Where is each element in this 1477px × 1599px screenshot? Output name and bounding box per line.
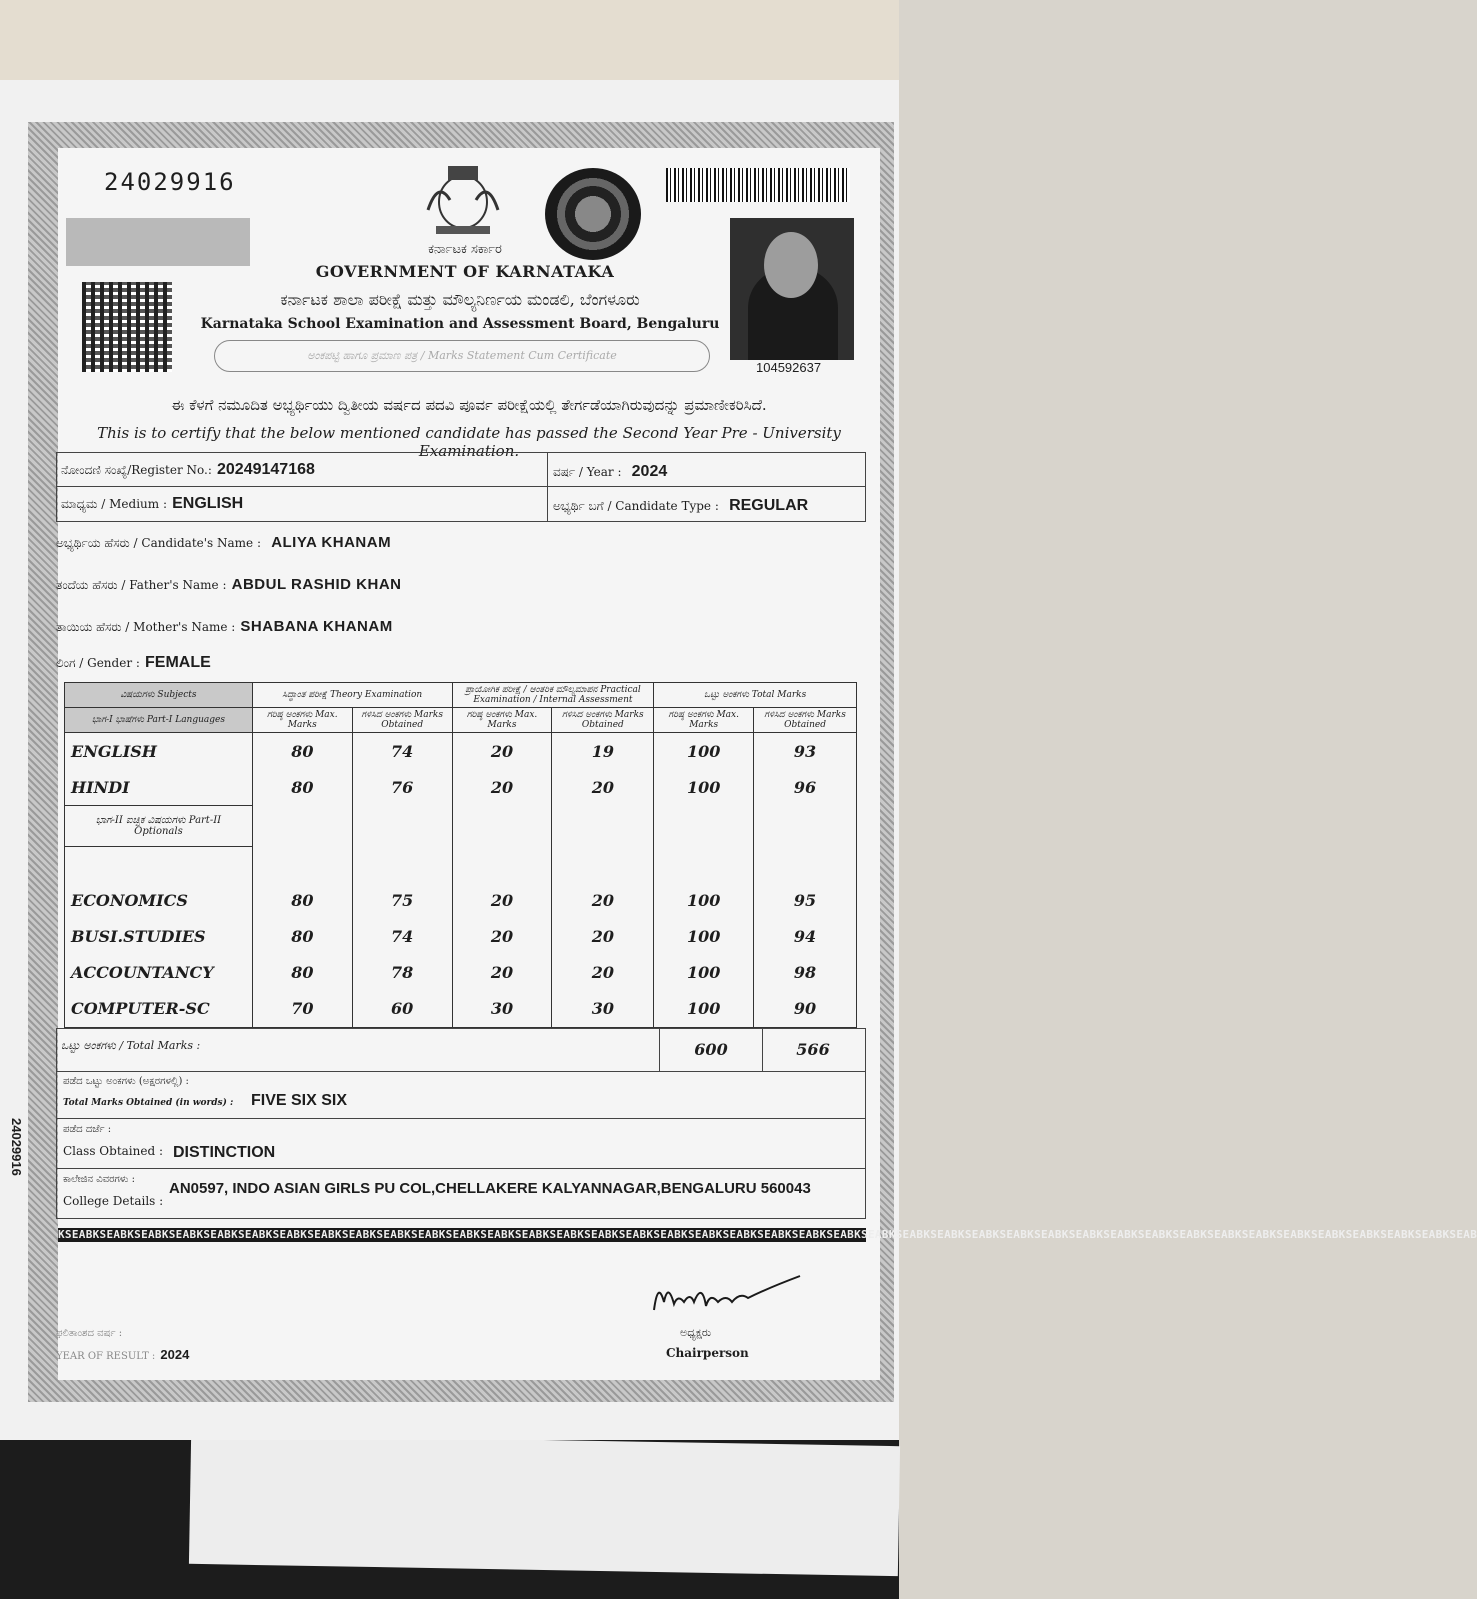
certificate-title: ಅಂಕಪಟ್ಟಿ ಹಾಗೂ ಪ್ರಮಾಣ ಪತ್ರ / Marks Statement Cum Certificate [214,340,710,372]
candidate-name-label: ಅಭ್ಯರ್ಥಿಯ ಹೆಸರು / Candidate's Name : [56,536,262,550]
qr-code-icon [82,282,172,372]
class-label: Class Obtained : [63,1144,164,1158]
total-marks-row [56,1028,866,1072]
registration-box [56,452,866,522]
total-obtained: 98 [754,955,857,991]
marks-table [64,682,857,1028]
table-row [65,991,857,1028]
practical-obtained: 20 [552,883,654,919]
serial-number: 24029916 [104,168,236,196]
medium-value: ENGLISH [172,495,244,512]
header-part2: ಭಾಗ-II ಐಚ್ಛಿಕ ವಿಷಯಗಳು Part-II Optionals [65,806,253,847]
subject-name: BUSI.STUDIES [65,919,253,955]
class-obtained-row [56,1118,866,1169]
total-max: 100 [654,919,754,955]
hologram-band [66,218,250,266]
table-row [65,769,857,806]
college-label: College Details : [63,1194,164,1208]
chairperson-signature [648,1272,808,1318]
table-row [65,919,857,955]
gender-label: ಲಿಂಗ / Gender : [56,656,140,670]
total-obtained: 96 [754,769,857,806]
table-row [65,733,857,770]
marks-in-words: FIVE SIX SIX [251,1092,348,1109]
subject-name: ACCOUNTANCY [65,955,253,991]
govt-kannada: ಕರ್ನಾಟಕ ಸರ್ಕಾರ [428,242,502,257]
certification-kannada: ಈ ಕೆಳಗೆ ನಮೂದಿತ ಅಭ್ಯರ್ಥಿಯು ದ್ವಿತೀಯ ವರ್ಷದ ಪದವಿ ಪೂರ್ವ ಪರೀಕ್ಷೆಯಲ್ಲಿ ತೇರ್ಗಡೆಯಾಗಿರುವುದನ್ನು ಪ್ರಮಾಣೀಕರಿಸಿದೆ. [171,396,767,414]
header-obtained: ಗಳಿಸಿದ ಅಂಕಗಳು Marks Obtained [552,708,654,733]
header-obtained: ಗಳಿಸಿದ ಅಂಕಗಳು Marks Obtained [352,708,452,733]
candidate-name: ALIYA KHANAM [271,534,392,551]
theory-max: 80 [252,733,352,770]
candidate-type-label: ಅಭ್ಯರ್ಥಿ ಬಗೆ / Candidate Type : [553,499,719,513]
medium-label: ಮಾಧ್ಯಮ / Medium : [61,497,168,511]
theory-max: 70 [252,991,352,1028]
theory-obtained: 60 [352,991,452,1028]
college-details-row [56,1168,866,1219]
header-max: ಗರಿಷ್ಠ ಅಂಕಗಳು Max. Marks [452,708,552,733]
practical-max: 20 [452,733,552,770]
board-title: Karnataka School Examination and Assessment Board, Bengaluru [200,316,720,332]
practical-obtained: 20 [552,919,654,955]
total-obtained: 90 [754,991,857,1028]
practical-max: 20 [452,919,552,955]
total-max: 100 [654,955,754,991]
class-obtained: DISTINCTION [173,1144,276,1161]
chairperson-label: Chairperson [666,1346,749,1360]
theory-obtained: 74 [352,919,452,955]
total-max: 100 [654,883,754,919]
gender-value: FEMALE [145,654,211,671]
candidate-type-value: REGULAR [729,497,809,514]
year-label: ವರ್ಷ / Year : [553,465,622,479]
chairperson-kannada: ಅಧ್ಯಕ್ಷರು [680,1326,712,1339]
year-value: 2024 [631,463,668,480]
header-practical: ಪ್ರಾಯೋಗಿಕ ಪರೀಕ್ಷೆ / ಆಂತರಿಕ ಮೌಲ್ಯಮಾಪನ Practical Examination / Internal Assessment [452,683,654,708]
side-serial-number: 24029916 [9,1118,24,1176]
barcode-icon [666,168,850,202]
practical-max: 30 [452,991,552,1028]
theory-obtained: 75 [352,883,452,919]
practical-obtained: 20 [552,955,654,991]
result-year-label-kannada: ಫಲಿತಾಂಶದ ವರ್ಷ : [56,1328,123,1339]
class-label-kannada: ಪಡೆದ ದರ್ಜೆ : [63,1124,112,1135]
words-label-kannada: ಪಡೆದ ಒಟ್ಟು ಅಂಕಗಳು (ಅಕ್ಷರಗಳಲ್ಲಿ) : [63,1076,189,1087]
register-number: 20249147168 [217,461,315,478]
practical-obtained: 30 [552,991,654,1028]
underlying-paper [189,1434,900,1576]
mother-name: SHABANA KHANAM [240,618,393,635]
subject-name: ENGLISH [65,733,253,770]
board-kannada: ಕರ್ನಾಟಕ ಶಾಲಾ ಪರೀಕ್ಷೆ ಮತ್ತು ಮೌಲ್ಯನಿರ್ಣಯ ಮಂಡಲಿ, ಬೆಂಗಳೂರು [280,290,640,309]
total-obtained: 95 [754,883,857,919]
security-strip: KSEABKSEABKSEABKSEABKSEABKSEABKSEABKSEABKSEABKSEABKSEABKSEABKSEABKSEABKSEABKSEABKSEABKSEABKSEABKSEABKSEABKSEABKSEABKSEABKSEABKSEABKSEABKSEABKSEABKSEABKSEABKSEABKSEABKSEABKSEABKSEABKSEABKSEABKSEABKSEABKSEAB [58,1228,1477,1241]
header-theory: ಸಿದ್ಧಾಂತ ಪರೀಕ್ಷೆ Theory Examination [252,683,452,708]
total-max: 100 [654,733,754,770]
total-max: 100 [654,769,754,806]
theory-max: 80 [252,769,352,806]
practical-max: 20 [452,883,552,919]
theory-obtained: 74 [352,733,452,770]
marks-in-words-row [56,1070,866,1119]
header-part1: ಭಾಗ-I ಭಾಷೆಗಳು Part-I Languages [65,708,253,733]
theory-obtained: 78 [352,955,452,991]
total-marks-label: ಒಟ್ಟು ಅಂಕಗಳು / Total Marks : [61,1039,201,1052]
result-year-label: YEAR OF RESULT : [56,1351,156,1362]
theory-max: 80 [252,955,352,991]
table-row [65,883,857,919]
header-obtained: ಗಳಿಸಿದ ಅಂಕಗಳು Marks Obtained [754,708,857,733]
college-details: AN0597, INDO ASIAN GIRLS PU COL,CHELLAKERE KALYANNAGAR,BENGALURU 560043 [169,1180,811,1197]
total-obtained-value: 566 [796,1040,830,1059]
header-subjects: ವಿಷಯಗಳು Subjects [65,683,253,708]
govt-title: GOVERNMENT OF KARNATAKA [315,262,615,281]
words-label: Total Marks Obtained (in words) : [63,1098,234,1108]
total-obtained: 94 [754,919,857,955]
theory-max: 80 [252,883,352,919]
header-total: ಒಟ್ಟು ಅಂಕಗಳು Total Marks [654,683,857,708]
father-name-label: ತಂದೆಯ ಹೆಸರು / Father's Name : [56,578,227,592]
subject-name: ECONOMICS [65,883,253,919]
certification-english: This is to certify that the below mentioned candidate has passed the Second Year Pre - University Examination. [97,424,841,460]
header-max: ಗರಿಷ್ಠ ಅಂಕಗಳು Max. Marks [252,708,352,733]
candidate-photo [730,218,854,360]
subject-name: HINDI [65,769,253,806]
total-max: 100 [654,991,754,1028]
theory-max: 80 [252,919,352,955]
practical-obtained: 19 [552,733,654,770]
college-label-kannada: ಕಾಲೇಜಿನ ವಿವರಗಳು : [63,1174,135,1185]
register-label: ನೋಂದಣಿ ಸಂಖ್ಯೆ/Register No.: [61,463,212,477]
total-obtained: 93 [754,733,857,770]
header-max: ಗರಿಷ್ಠ ಅಂಕಗಳು Max. Marks [654,708,754,733]
practical-obtained: 20 [552,769,654,806]
result-year: 2024 [160,1347,190,1362]
table-row [65,955,857,991]
state-emblem-icon [418,160,508,238]
subject-name: COMPUTER-SC [65,991,253,1028]
practical-max: 20 [452,955,552,991]
total-max-value: 600 [659,1029,763,1071]
photo-id: 104592637 [756,360,822,375]
practical-max: 20 [452,769,552,806]
mother-name-label: ತಾಯಿಯ ಹೆಸರು / Mother's Name : [56,620,236,634]
theory-obtained: 76 [352,769,452,806]
father-name: ABDUL RASHID KHAN [231,576,402,593]
